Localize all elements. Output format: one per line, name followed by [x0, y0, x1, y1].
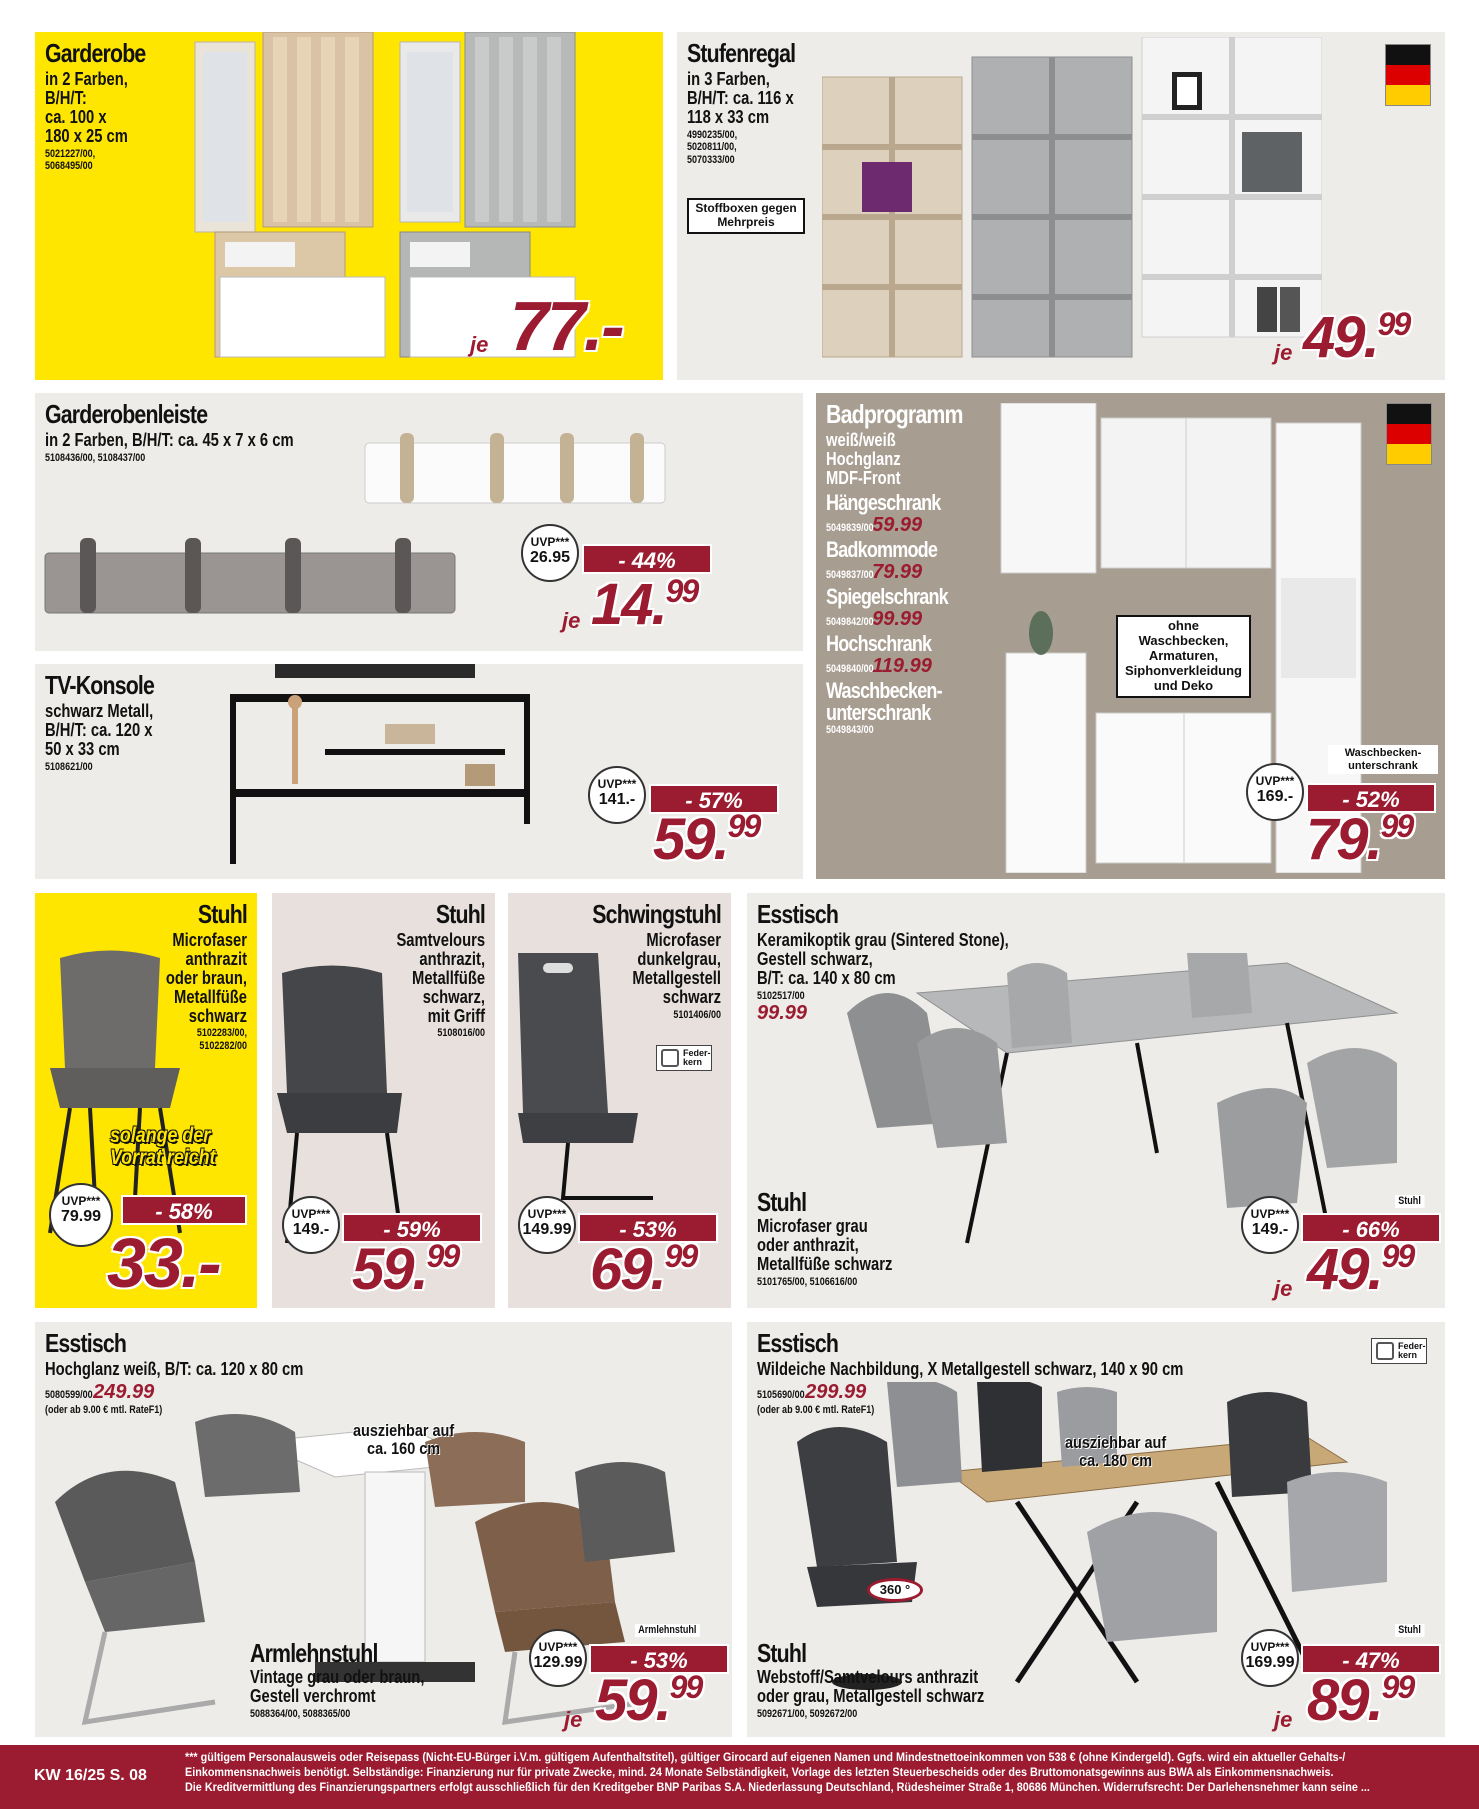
stuhl1-desc: Microfaser anthrazit oder braun, Metallfüße schwarz — [165, 930, 247, 1026]
esstisch3-ausziehbar: ausziehbar auf ca. 180 cm — [1065, 1433, 1167, 1470]
badprogramm-item: Hängeschrank 5049839/0059.99 — [826, 489, 941, 536]
stufenregal-image — [822, 37, 1322, 367]
badprogramm-item: Spiegelschrank 5049842/0099.99 — [826, 583, 948, 630]
esstisch3-desc: Wildeiche Nachbildung, X Metallgestell schwarz, 140 x 90 cm — [757, 1359, 1184, 1379]
stuhl2-panel — [272, 893, 495, 1308]
footer-legal-text: *** gültigem Personalausweis oder Reisepass (Nicht-EU-Bürger i.V.m. gültigem Aufenthaltstitel), gültiger Girocard auf eigenen Namen und Mindestnettoeinkommen von 538 € (ohne Kindergeld). Ggfs. wird ein aktueller Gehalts-/ Einkommensnachweis benötigt. Selbständige: Finanzierung nur für private Zwecke, mind. 24 Monate Selbständigkeit, Vorlage des letzten Steuerbescheids oder des Bruttomonatsgewinns aus BWA als Einkommensnachweis. Die Kreditvermittlung des Finanzierungspartners erfolgt ausschließlich für den Kreditgeber BNP Paribas S.A. Niederlassung Deutschland, Rüdesheimer Straße 1, 80686 München. Widerrufsrecht: Der Darlehensnehmer kann seine ... — [185, 1752, 1370, 1794]
tvkonsole-title: TV-Konsole — [45, 670, 155, 700]
esstisch2-discount: - 53% — [589, 1644, 729, 1674]
tvkonsole-article-number: 5108621/00 — [45, 760, 93, 773]
esstisch2-article-number: 5080599/00 — [45, 1388, 93, 1401]
esstisch3-chair-article-numbers: 5092671/00, 5092672/00 — [757, 1707, 858, 1720]
garderobe-article-numbers: 5021227/00, 5068495/00 — [45, 147, 96, 173]
esstisch2-rate: (oder ab 9.00 € mtl. RateF1) — [45, 1403, 163, 1416]
esstisch3-je: je — [1274, 1707, 1293, 1732]
esstisch1-discount: - 66% — [1301, 1213, 1441, 1243]
garderobenleiste-je: je — [562, 608, 581, 633]
tvkonsole-discount: - 57% — [649, 784, 779, 814]
esstisch1-tag: Stuhl — [1395, 1195, 1424, 1208]
garderobenleiste-desc: in 2 Farben, B/H/T: ca. 45 x 7 x 6 cm — [45, 430, 294, 450]
garderobe-panel — [35, 32, 663, 380]
stuhl1-promo: solange der Vorrat reicht — [110, 1124, 216, 1170]
esstisch1-table-price: 99.99 — [757, 1002, 808, 1025]
schwingstuhl-desc: Microfaser dunkelgrau, Metallgestell schwarz — [632, 930, 721, 1007]
esstisch2-chair-article-numbers: 5088364/00, 5088365/00 — [250, 1707, 351, 1720]
stufenregal-title: Stufenregal — [687, 38, 796, 68]
rotate-360-icon: 360 ° — [867, 1578, 923, 1602]
garderobe-je: je — [470, 332, 489, 357]
esstisch2-title: Esstisch — [45, 1328, 127, 1358]
stuhl1-discount: - 58% — [121, 1195, 247, 1225]
garderobenleiste-discount: - 44% — [582, 544, 712, 574]
schwingstuhl-uvp-badge: UVP*** 149.99 — [518, 1196, 576, 1254]
badprogramm-item: Badkommode 5049837/0079.99 — [826, 536, 938, 583]
badprogramm-uvp-badge: UVP*** 169.- — [1246, 763, 1304, 821]
esstisch1-article-number: 5102517/00 — [757, 989, 805, 1002]
esstisch3-table-price: 299.99 — [805, 1380, 867, 1403]
stufenregal-note: Stoffboxen gegen Mehrpreis — [687, 198, 805, 234]
esstisch2-je: je — [564, 1707, 583, 1732]
stuhl2-price: 59.99 — [352, 1237, 459, 1302]
garderobenleiste-price: 14.99 — [591, 572, 698, 637]
esstisch2-desc: Hochglanz weiß, B/T: ca. 120 x 80 cm — [45, 1359, 304, 1379]
esstisch3-discount: - 47% — [1301, 1644, 1441, 1674]
badprogramm-title: Badprogramm — [826, 399, 963, 429]
esstisch1-uvp-badge: UVP*** 149.- — [1241, 1196, 1299, 1254]
esstisch2-price: 59.99 — [595, 1668, 702, 1733]
garderobenleiste-article-numbers: 5108436/00, 5108437/00 — [45, 451, 146, 464]
stufenregal-desc: in 3 Farben, B/H/T: ca. 116 x 118 x 33 cm — [687, 69, 794, 127]
esstisch3-uvp-badge: UVP*** 169.99 — [1241, 1629, 1299, 1687]
stufenregal-article-numbers: 4990235/00, 5020811/00, 5070333/00 — [687, 128, 738, 166]
esstisch1-chair-title: Stuhl — [757, 1187, 807, 1217]
stuhl2-title: Stuhl — [435, 899, 485, 929]
badprogramm-tag: Waschbecken- unterschrank — [1328, 745, 1438, 774]
german-flag-icon — [1385, 44, 1431, 106]
schwingstuhl-discount: - 53% — [578, 1213, 718, 1243]
esstisch1-desc: Keramikoptik grau (Sintered Stone), Gestell schwarz, B/T: ca. 140 x 80 cm — [757, 930, 1009, 988]
stuhl1-uvp-badge: UVP*** 79.99 — [49, 1183, 113, 1247]
footer — [0, 1745, 1479, 1809]
tvkonsole-panel — [35, 664, 803, 879]
esstisch1-chair-article-numbers: 5101765/00, 5106616/00 — [757, 1275, 858, 1288]
esstisch2-panel — [35, 1322, 732, 1737]
esstisch3-title: Esstisch — [757, 1328, 839, 1358]
badprogramm-item: Waschbecken- unterschrank 5049843/00 — [826, 677, 942, 736]
garderobenleiste-title: Garderobenleiste — [45, 399, 208, 429]
german-flag-icon — [1386, 403, 1432, 465]
garderobe-desc: in 2 Farben, B/H/T: ca. 100 x 180 x 25 cm — [45, 69, 128, 146]
garderobe-title: Garderobe — [45, 38, 146, 68]
garderobenleiste-panel — [35, 393, 803, 651]
stuhl1-panel — [35, 893, 257, 1308]
esstisch2-ausziehbar: ausziehbar auf ca. 160 cm — [353, 1421, 455, 1458]
badprogramm-panel — [816, 393, 1445, 879]
tvkonsole-price: 59.99 — [653, 807, 760, 872]
esstisch3-chair-desc: Webstoff/Samtvelours anthrazit oder grau, Metallgestell schwarz — [757, 1667, 985, 1706]
schwingstuhl-price: 69.99 — [590, 1237, 697, 1302]
schwingstuhl-panel — [508, 893, 731, 1308]
esstisch3-rate: (oder ab 9.00 € mtl. RateF1) — [757, 1403, 875, 1416]
esstisch2-chair-title: Armlehnstuhl — [250, 1638, 378, 1668]
tvkonsole-desc: schwarz Metall, B/H/T: ca. 120 x 50 x 33 cm — [45, 701, 154, 759]
tvkonsole-uvp-badge: UVP*** 141.- — [588, 766, 646, 824]
badprogramm-discount: - 52% — [1306, 783, 1436, 813]
stuhl2-article-number: 5108016/00 — [437, 1027, 485, 1040]
garderobenleiste-uvp-badge: UVP*** 26.95 — [521, 524, 579, 582]
garderobe-price: 77.- — [510, 287, 623, 365]
esstisch2-chair-desc: Vintage grau oder braun, Gestell verchromt — [250, 1667, 425, 1706]
stufenregal-je: je — [1274, 340, 1293, 365]
page-number: KW 16/25 S. 08 — [34, 1767, 147, 1784]
stuhl1-title: Stuhl — [197, 899, 247, 929]
stuhl2-uvp-badge: UVP*** 149.- — [282, 1196, 340, 1254]
badprogramm-note: ohne Waschbecken, Armaturen, Siphonverkleidung und Deko — [1116, 615, 1251, 698]
federkern-icon: Feder- kern — [1371, 1338, 1427, 1364]
esstisch2-table-price: 249.99 — [93, 1380, 155, 1403]
esstisch3-panel — [747, 1322, 1445, 1737]
federkern-icon: Feder- kern — [656, 1045, 712, 1071]
esstisch3-article-number: 5105690/00 — [757, 1388, 805, 1401]
esstisch1-chair-desc: Microfaser grau oder anthrazit, Metallfüße schwarz — [757, 1216, 893, 1274]
stuhl2-desc: Samtvelours anthrazit, Metallfüße schwarz, mit Griff — [396, 930, 485, 1026]
stuhl1-article-numbers: 5102283/00, 5102282/00 — [196, 1027, 247, 1053]
esstisch2-uvp-badge: UVP*** 129.99 — [529, 1629, 587, 1687]
badprogramm-desc: weiß/weiß Hochglanz MDF-Front — [826, 430, 901, 488]
stufenregal-panel — [677, 32, 1445, 380]
tvkonsole-image — [225, 664, 565, 874]
badprogramm-price: 79.99 — [1306, 807, 1413, 872]
esstisch3-price: 89.99 — [1307, 1668, 1414, 1733]
stufenregal-price: 49.99 — [1303, 305, 1410, 370]
schwingstuhl-article-number: 5101406/00 — [673, 1008, 721, 1021]
esstisch1-panel — [747, 893, 1445, 1308]
esstisch1-je: je — [1274, 1276, 1293, 1301]
stuhl2-discount: - 59% — [342, 1213, 482, 1243]
badprogramm-item: Hochschrank 5049840/00119.99 — [826, 630, 932, 677]
esstisch1-price: 49.99 — [1307, 1237, 1414, 1302]
esstisch3-tag: Stuhl — [1395, 1624, 1424, 1637]
esstisch1-title: Esstisch — [757, 899, 839, 929]
stuhl1-price: 33.- — [107, 1224, 220, 1302]
esstisch3-chair-title: Stuhl — [757, 1638, 807, 1668]
esstisch2-tag: Armlehnstuhl — [635, 1624, 700, 1637]
schwingstuhl-title: Schwingstuhl — [592, 899, 721, 929]
